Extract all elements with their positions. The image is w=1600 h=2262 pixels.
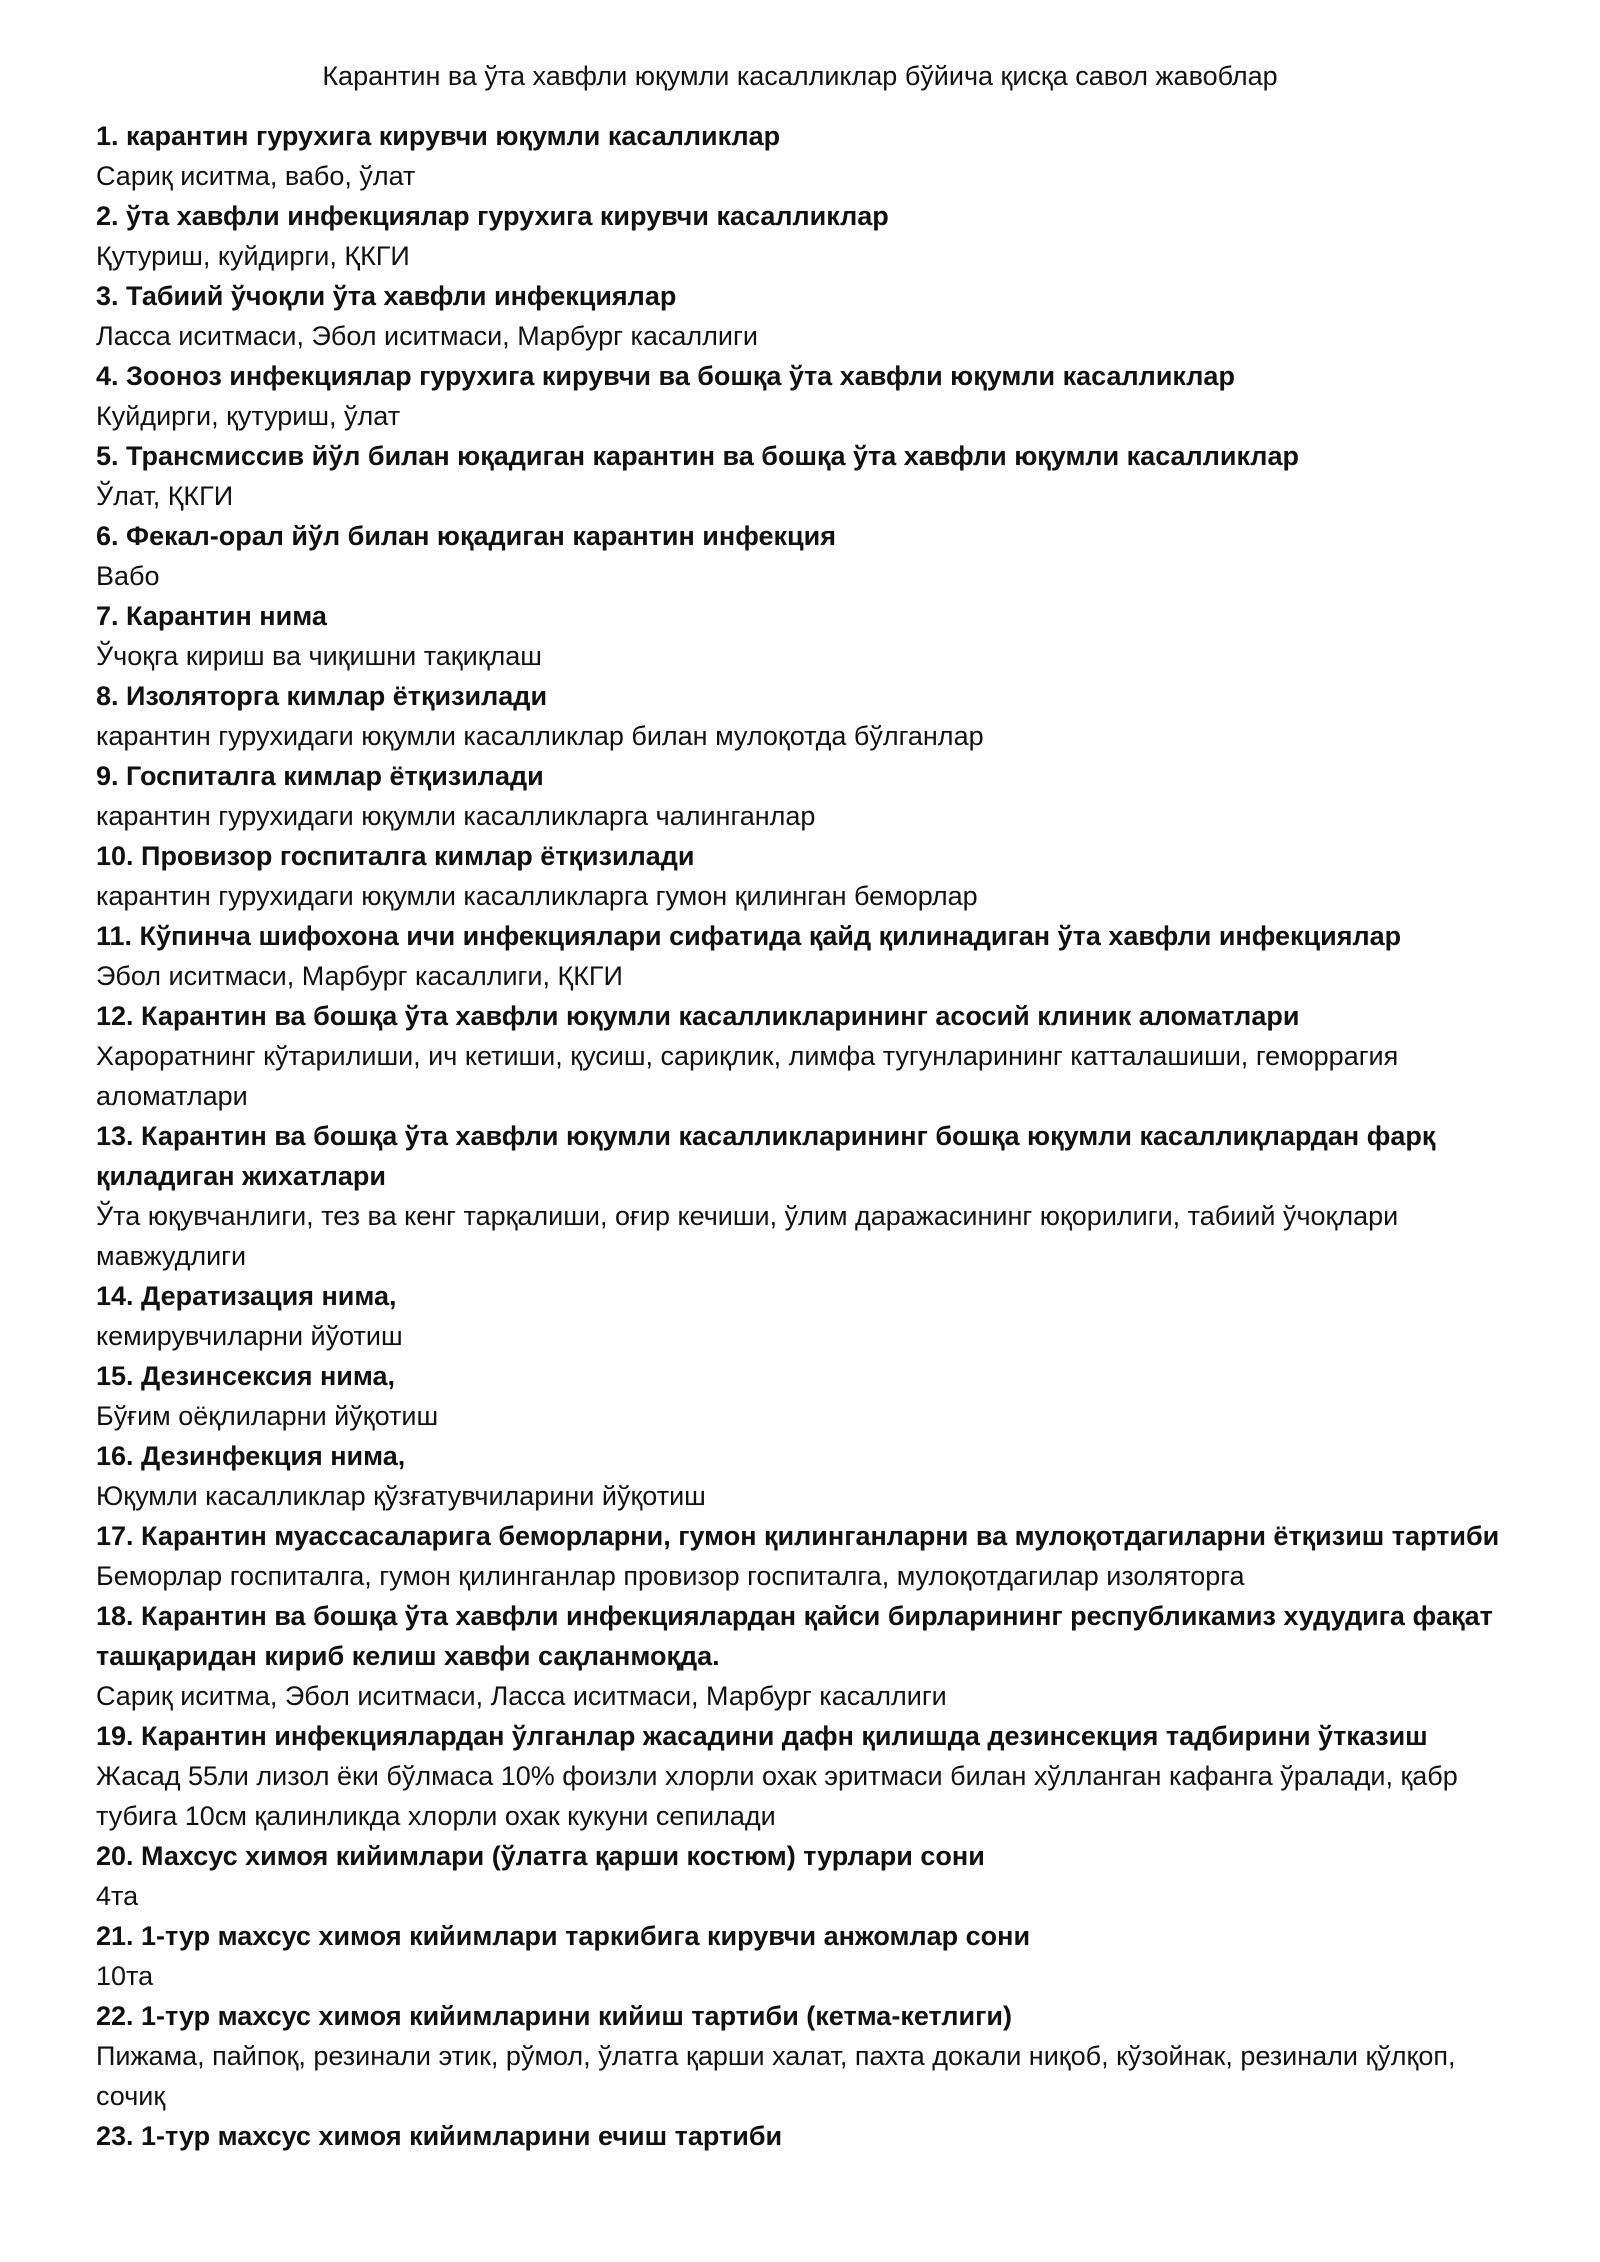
answer-text: карантин гурухидаги юқумли касалликлар билан мулоқотда бўлганлар	[96, 721, 984, 751]
answer-text: Ласса иситмаси, Эбол иситмаси, Марбург касаллиги	[96, 321, 758, 351]
question-text: 9. Госпиталга кимлар ётқизилади	[96, 761, 544, 791]
qa-item	[96, 116, 1504, 196]
question-text: 19. Карантин инфекциялардан ўлганлар жасадини дафн қилишда дезинсекция тадбирини ўтказиш	[96, 1721, 1428, 1751]
qa-item	[96, 276, 1504, 356]
question-text: 3. Табиий ўчоқли ўта хавфли инфекциялар	[96, 281, 677, 311]
question-text: 15. Дезинсексия нима,	[96, 1361, 396, 1391]
answer-text: Юқумли касалликлар қўзғатувчиларини йўқотиш	[96, 1481, 706, 1511]
qa-item	[96, 436, 1504, 516]
answer-text: Беморлар госпиталга, гумон қилинганлар провизор госпиталга, мулоқотдагилар изоляторга	[96, 1561, 1245, 1591]
question-text: 5. Трансмиссив йўл билан юқадиган карантин ва бошқа ўта хавфли юқумли касалликлар	[96, 441, 1299, 471]
question-text: 10. Провизор госпиталга кимлар ётқизилади	[96, 841, 695, 871]
qa-item	[96, 596, 1504, 676]
qa-item	[96, 1836, 1504, 1916]
qa-item	[96, 1716, 1504, 1836]
answer-text: Қутуриш, куйдирги, ҚКГИ	[96, 241, 410, 271]
answer-text: Сариқ иситма, вабо, ўлат	[96, 161, 416, 191]
question-text: 12. Карантин ва бошқа ўта хавфли юқумли касалликларининг асосий клиник аломатлари	[96, 1001, 1300, 1031]
question-text: 2. ўта хавфли инфекциялар гурухига кирувчи касалликлар	[96, 201, 889, 231]
question-text: 22. 1-тур махсус химоя кийимларини кийиш тартиби (кетма-кетлиги)	[96, 2001, 1012, 2031]
qa-item	[96, 1916, 1504, 1996]
question-text: 1. карантин гурухига кирувчи юқумли касалликлар	[96, 121, 781, 151]
qa-item	[96, 196, 1504, 276]
qa-item	[96, 996, 1504, 1116]
answer-text: 4та	[96, 1881, 139, 1911]
qa-item	[96, 1996, 1504, 2116]
question-text: 13. Карантин ва бошқа ўта хавфли юқумли касалликларининг бошқа юқумли касаллиқлардан фарқ қиладиган жихатлари	[96, 1121, 1436, 1191]
question-text: 14. Дератизация нима,	[96, 1281, 397, 1311]
qa-item	[96, 1516, 1504, 1596]
answer-text: Вабо	[96, 561, 160, 591]
qa-item	[96, 1596, 1504, 1716]
question-text: 21. 1-тур махсус химоя кийимлари таркибига кирувчи анжомлар сони	[96, 1921, 1031, 1951]
question-text: 4. Зооноз инфекциялар гурухига кирувчи ва бошқа ўта хавфли юқумли касалликлар	[96, 361, 1235, 391]
answer-text: Ўлат, ҚКГИ	[96, 481, 234, 511]
answer-text: Ўчоқга кириш ва чиқишни тақиқлаш	[96, 641, 542, 671]
answer-text: Жасад 55ли лизол ёки бўлмаса 10% фоизли хлорли охак эритмаси билан хўлланган кафанга ўралади, қабр тубига 10см қалинликда хлорли охак кукуни сепилади	[96, 1761, 1458, 1831]
qa-item	[96, 836, 1504, 916]
qa-item	[96, 1276, 1504, 1356]
question-text: 6. Фекал-орал йўл билан юқадиган карантин инфекция	[96, 521, 836, 551]
qa-item	[96, 1116, 1504, 1276]
question-text: 7. Карантин нима	[96, 601, 327, 631]
question-text: 16. Дезинфекция нима,	[96, 1441, 406, 1471]
question-text: 23. 1-тур махсус химоя кийимларини ечиш тартиби	[96, 2121, 783, 2151]
qa-item	[96, 1436, 1504, 1516]
answer-text: кемирувчиларни йўотиш	[96, 1321, 403, 1351]
document-title: Карантин ва ўта хавфли юқумли касалликлар бўйича қисқа савол жавоблар	[322, 61, 1278, 91]
answer-text: Бўғим оёқлиларни йўқотиш	[96, 1401, 439, 1431]
question-text: 20. Махсус химоя кийимлари (ўлатга қарши костюм) турлари сони	[96, 1841, 985, 1871]
qa-item	[96, 1356, 1504, 1436]
answer-text: Ўта юқувчанлиги, тез ва кенг тарқалиши, оғир кечиши, ўлим даражасининг юқорилиги, табиий ўчоқлари мавжудлиги	[96, 1201, 1399, 1271]
qa-list	[96, 116, 1504, 2156]
question-text: 17. Карантин муассасаларига беморларни, гумон қилинганларни ва мулоқотдагиларни ётқизиш тартиби	[96, 1521, 1500, 1551]
question-text: 8. Изоляторга кимлар ётқизилади	[96, 681, 548, 711]
qa-item	[96, 356, 1504, 436]
qa-item	[96, 2116, 1504, 2156]
answer-text: Куйдирги, қутуриш, ўлат	[96, 401, 401, 431]
question-text: 18. Карантин ва бошқа ўта хавфли инфекциялардан қайси бирларининг республикамиз худудига фақат ташқаридан кириб келиш хавфи сақланмоқда.	[96, 1601, 1493, 1671]
answer-text: Эбол иситмаси, Марбург касаллиги, ҚКГИ	[96, 961, 623, 991]
answer-text: карантин гурухидаги юқумли касалликларга чалинганлар	[96, 801, 816, 831]
answer-text: 10та	[96, 1961, 154, 1991]
answer-text: карантин гурухидаги юқумли касалликларга гумон қилинган беморлар	[96, 881, 978, 911]
qa-item	[96, 756, 1504, 836]
qa-item	[96, 916, 1504, 996]
qa-item	[96, 516, 1504, 596]
question-text: 11. Кўпинча шифохона ичи инфекциялари сифатида қайд қилинадиган ўта хавфли инфекциялар	[96, 921, 1402, 951]
answer-text: Хароратнинг кўтарилиши, ич кетиши, қусиш, сариқлик, лимфа тугунларининг катталашиши, геморрагия аломатлари	[96, 1041, 1399, 1111]
answer-text: Сариқ иситма, Эбол иситмаси, Ласса иситмаси, Марбург касаллиги	[96, 1681, 947, 1711]
answer-text: Пижама, пайпоқ, резинали этик, рўмол, ўлатга қарши халат, пахта докали ниқоб, кўзойнак, резинали қўлқоп, сочиқ	[96, 2041, 1456, 2111]
qa-item	[96, 676, 1504, 756]
